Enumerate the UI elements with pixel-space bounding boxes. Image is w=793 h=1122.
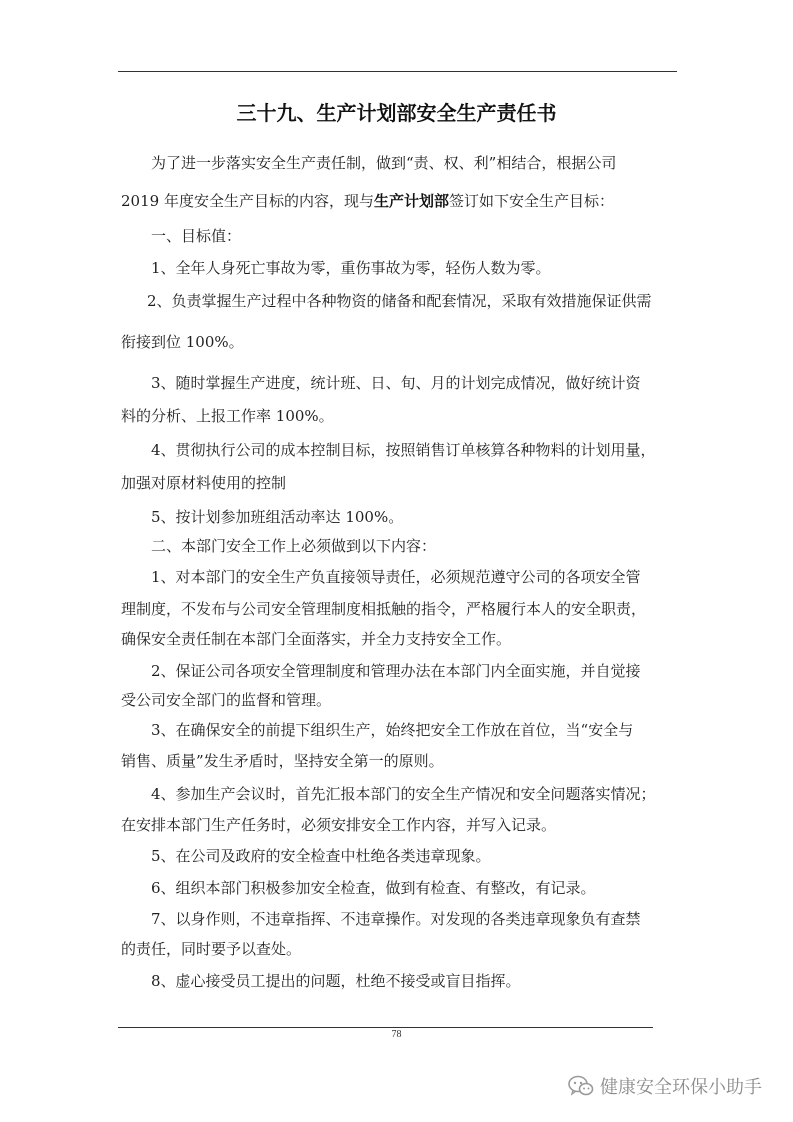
s1-item-3-line-2: 料的分析、上报工作率 100%。: [121, 407, 334, 425]
s2-item-2-line-2: 受公司安全部门的监督和管理。: [121, 691, 332, 709]
s2-item-1-line-3: 确保安全责任制在本部门全面落实，并全力支持安全工作。: [121, 630, 512, 648]
s2-item-2-line-1: 2、保证公司各项安全管理制度和管理办法在本部门内全面实施，并自觉接: [151, 662, 641, 680]
intro-line-2-text-b: 签订如下安全生产目标：: [448, 192, 614, 210]
wechat-icon: [568, 1075, 594, 1097]
intro-line-2: [121, 190, 614, 212]
s2-item-3-line-1: 3、在确保安全的前提下组织生产，始终把安全工作放在首位，当“安全与: [151, 721, 634, 739]
intro-line-1: 为了进一步落实安全生产责任制，做到“责、权、利”相结合，根据公司: [151, 154, 617, 172]
s2-item-1-line-1: 1、对本部门的安全生产负直接领导责任，必须规范遵守公司的各项安全管: [151, 568, 641, 586]
department-name: 生产计划部: [373, 192, 449, 210]
s1-item-1: 1、全年人身死亡事故为零，重伤事故为零，轻伤人数为零。: [151, 259, 551, 277]
s2-item-4-line-1: 4、参加生产会议时，首先汇报本部门的安全生产情况和安全问题落实情况；: [151, 785, 656, 803]
s2-item-4-line-2: 在安排本部门生产任务时，必须安排安全工作内容，并写入记录。: [121, 816, 557, 834]
header-rule: [118, 71, 677, 72]
page-number: 78: [391, 1029, 402, 1040]
watermark-text: 健康安全环保小助手: [600, 1077, 762, 1098]
s1-item-4-line-2: 加强对原材料使用的控制: [121, 474, 287, 492]
s1-item-3-line-1: 3、随时掌握生产进度，统计班、日、旬、月的计划完成情况，做好统计资: [151, 374, 641, 392]
s1-item-2-line-1: 2、负责掌握生产过程中各种物资的储备和配套情况，采取有效措施保证供需: [147, 292, 652, 310]
s1-item-4-line-1: 4、贯彻执行公司的成本控制目标，按照销售订单核算各种物料的计划用量，: [151, 441, 656, 459]
s2-item-7-line-2: 的责任，同时要予以查处。: [121, 940, 302, 958]
s2-item-8: 8、虚心接受员工提出的问题，杜绝不接受或盲目指挥。: [151, 972, 521, 990]
s2-item-7-line-1: 7、以身作则，不违章指挥、不违章操作。对发现的各类违章现象负有查禁: [151, 910, 641, 928]
section-2-heading: 二、本部门安全工作上必须做到以下内容：: [151, 537, 437, 555]
page-title: 三十九、生产计划部安全生产责任书: [236, 101, 557, 125]
watermark: [568, 1071, 762, 1101]
section-1-heading: 一、目标值：: [151, 227, 242, 245]
intro-line-2-text-a: 2019 年度安全生产目标的内容，现与: [121, 192, 374, 210]
s2-item-1-line-2: 理制度，不发布与公司安全管理制度相抵触的指令，严格履行本人的安全职责，: [121, 600, 647, 618]
s2-item-6: 6、组织本部门积极参加安全检查，做到有检查、有整改，有记录。: [151, 879, 596, 897]
s2-item-5: 5、在公司及政府的安全检查中杜绝各类违章现象。: [151, 847, 491, 865]
s1-item-5: 5、按计划参加班组活动率达 100%。: [151, 508, 404, 526]
s2-item-3-line-2: 销售、质量”发生矛盾时，坚持安全第一的原则。: [121, 752, 444, 770]
s1-item-2-line-2: 衔接到位 100%。: [121, 333, 244, 351]
